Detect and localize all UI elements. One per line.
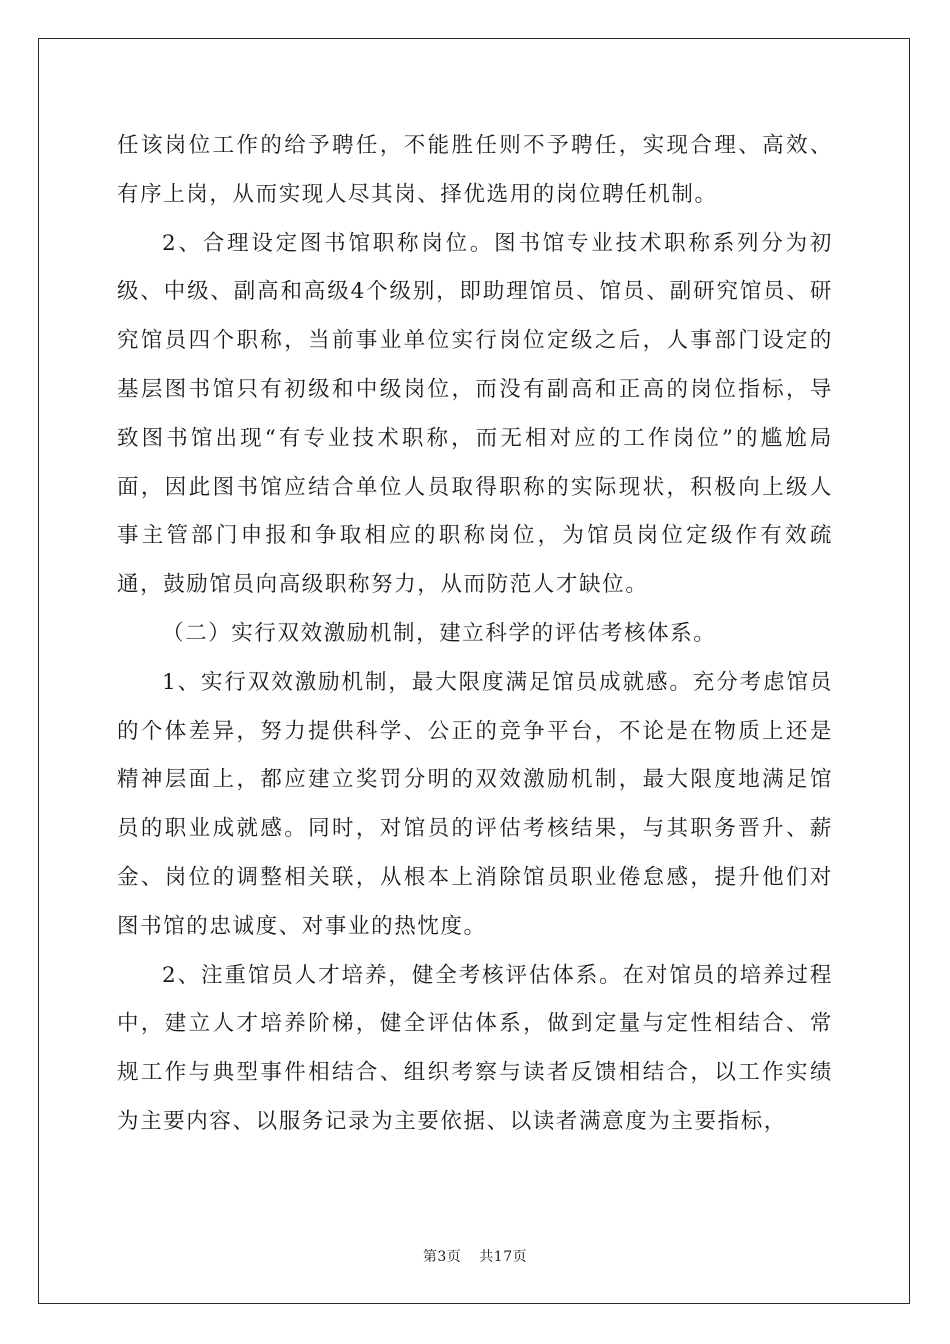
page-footer <box>0 1246 950 1266</box>
paragraph-1: 任该岗位工作的给予聘任，不能胜任则不予聘任，实现合理、高效、有序上岗，从而实现人尽其岗、择优选用的岗位聘任机制。 <box>117 133 833 207</box>
page-number-current: 第3页 <box>422 1249 462 1265</box>
page-number-total: 共17页 <box>479 1249 528 1265</box>
paragraph-2: 2、合理设定图书馆职称岗位。图书馆专业技术职称系列分为初级、中级、副高和高级4个级别，即助理馆员、馆员、副研究馆员、研究馆员四个职称，当前事业单位实行岗位定级之后，人事部门设定的基层图书馆只有初级和中级岗位，而没有副高和正高的岗位指标，导致图书馆出现“有专业技术职称，而无相对应的工作岗位”的尴尬局面，因此图书馆应结合单位人员取得职称的实际现状，积极向上级人事主管部门申报和争取相应的职称岗位，为馆员岗位定级作有效疏通，鼓励馆员向高级职称努力，从而防范人才缺位。 <box>117 230 833 598</box>
paragraph-3: 1、实行双效激励机制，最大限度满足馆员成就感。充分考虑馆员的个体差异，努力提供科学、公正的竞争平台，不论是在物质上还是精神层面上，都应建立奖罚分明的双效激励机制，最大限度地满足馆员的职业成就感。同时，对馆员的评估考核结果，与其职务晋升、薪金、岗位的调整相关联，从根本上消除馆员职业倦怠感，提升他们对图书馆的忠诚度、对事业的热忱度。 <box>117 669 833 939</box>
paragraph-4: 2、注重馆员人才培养，健全考核评估体系。在对馆员的培养过程中，建立人才培养阶梯，健全评估体系，做到定量与定性相结合、常规工作与典型事件相结合、组织考察与读者反馈相结合，以工作实绩为主要内容、以服务记录为主要依据、以读者满意度为主要指标， <box>117 962 833 1134</box>
section-heading: （二）实行双效激励机制，建立科学的评估考核体系。 <box>162 620 717 646</box>
document-body <box>117 122 833 1147</box>
